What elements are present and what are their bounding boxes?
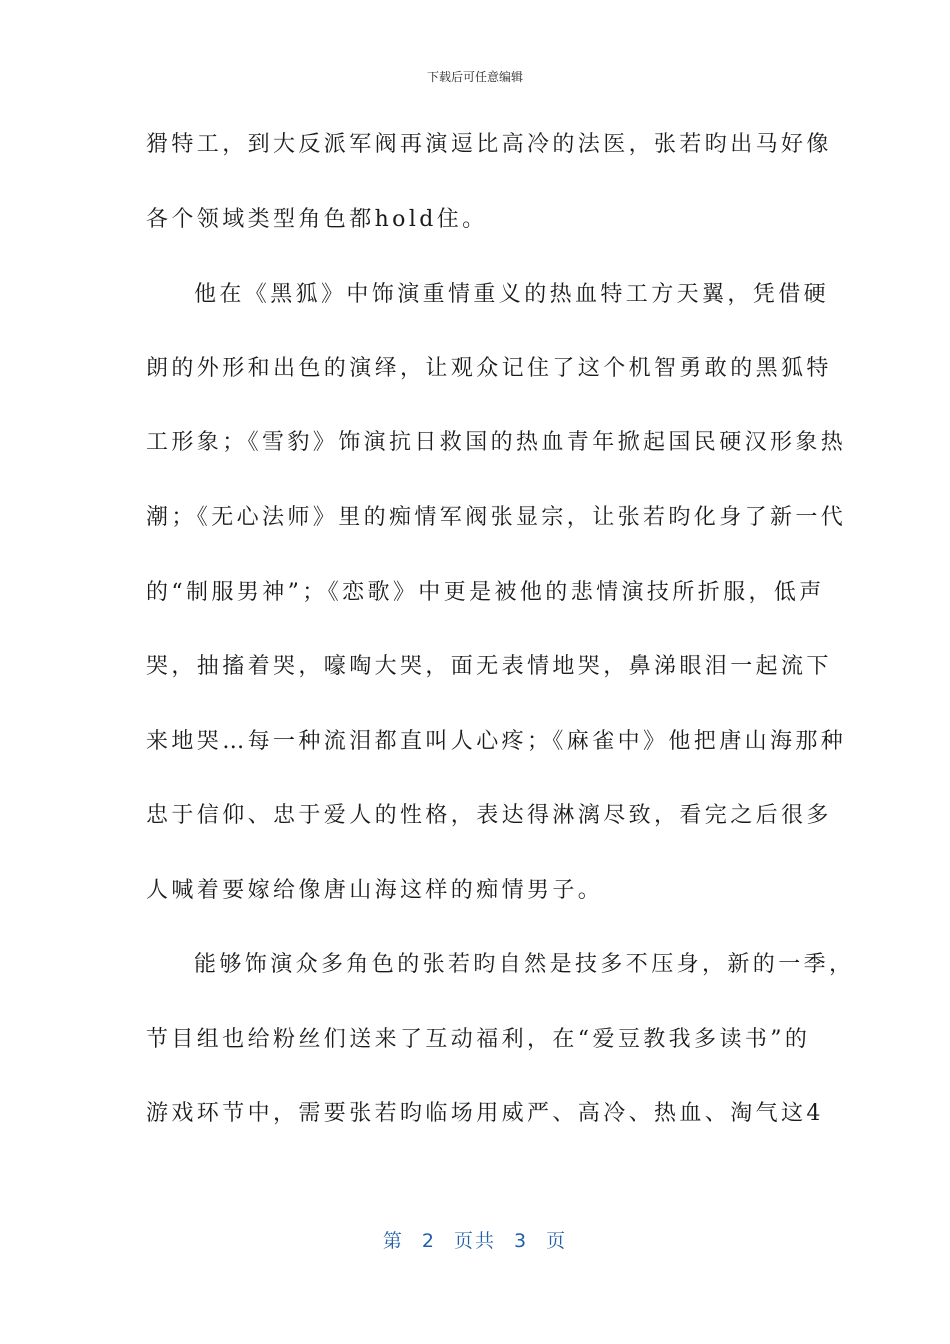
text-line: 工形象；《雪豹》饰演抗日救国的热血青年掀起国民硬汉形象热 xyxy=(146,430,847,455)
text-line: 潮；《无心法师》里的痴情军阀张显宗，让张若昀化身了新一代 xyxy=(146,505,847,530)
page-number-footer xyxy=(0,1226,950,1253)
current-page: 2 xyxy=(421,1230,436,1252)
page-prefix: 第 xyxy=(382,1230,404,1252)
text-line: 节目组也给粉丝们送来了互动福利，在“爱豆教我多读书”的 xyxy=(146,1027,811,1052)
text-line: 朗的外形和出色的演绎，让观众记住了这个机智勇敢的黑狐特 xyxy=(146,356,832,381)
text-line: 的“制服男神”；《恋歌》中更是被他的悲情演技所折服，低声 xyxy=(146,580,825,605)
total-pages: 3 xyxy=(514,1230,529,1252)
text-line: 来地哭…每一种流泪都直叫人心疼；《麻雀中》他把唐山海那种 xyxy=(146,729,847,754)
text-line: 人喊着要嫁给像唐山海这样的痴情男子。 xyxy=(146,878,604,903)
page-middle: 页共 xyxy=(453,1230,496,1252)
paragraph-first-line: 能够饰演众多角色的张若昀自然是技多不压身，新的一季， xyxy=(194,952,855,977)
text-line: 游戏环节中，需要张若昀临场用威严、高冷、热血、淘气这4 xyxy=(146,1101,824,1126)
text-line: 忠于信仰、忠于爱人的性格，表达得淋漓尽致，看完之后很多 xyxy=(146,803,832,828)
page-suffix: 页 xyxy=(546,1230,568,1252)
text-line: 猾特工，到大反派军阀再演逗比高冷的法医，张若昀出马好像 xyxy=(146,132,832,157)
text-line: 各个领域类型角色都hold住。 xyxy=(146,207,488,232)
text-line: 哭，抽搐着哭，嚎啕大哭，面无表情地哭，鼻涕眼泪一起流下 xyxy=(146,654,832,679)
paragraph-first-line: 他在《黑狐》中饰演重情重义的热血特工方天翼，凭借硬 xyxy=(194,282,830,307)
header-note: 下载后可任意编辑 xyxy=(426,70,523,84)
